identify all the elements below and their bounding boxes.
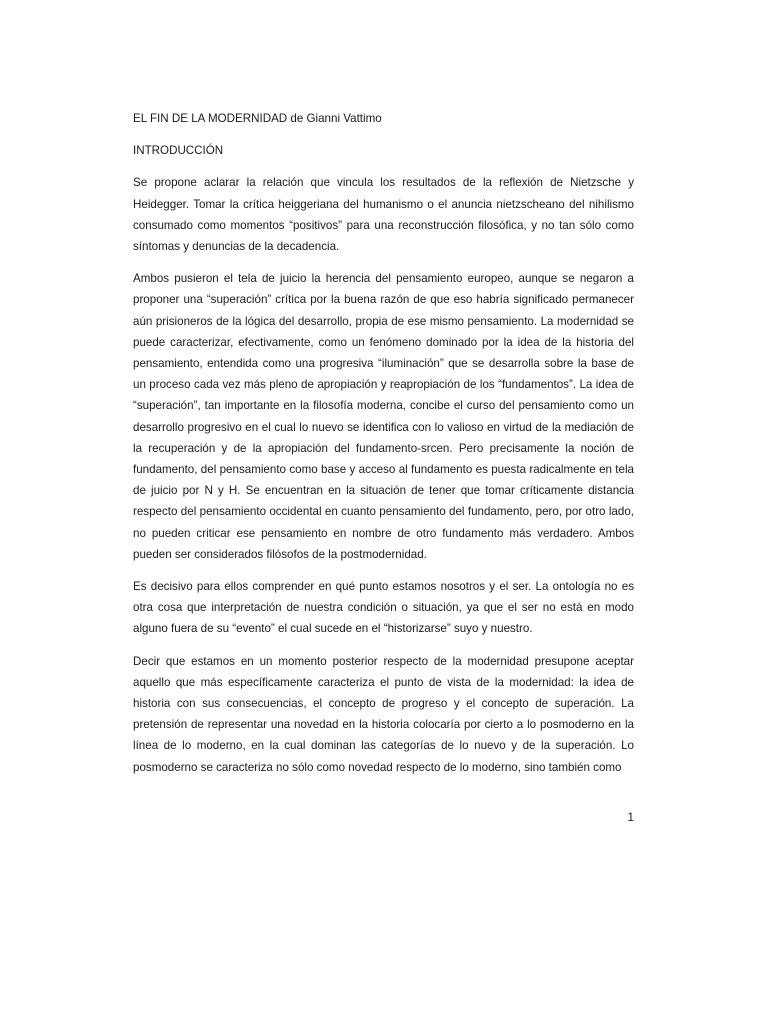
section-heading: INTRODUCCIÓN	[133, 144, 224, 158]
paragraph: Ambos pusieron el tela de juicio la herencia del pensamiento europeo, aunque se negaron a proponer una “superación” crítica por la buena razón de que eso habría significado permanecer aún prisioneros de la lógica del desarrollo, propia de ese mismo pensamiento. La modernidad se puede caracterizar, efectivamente, como un fenómeno dominado por la idea de la historia del pensamiento, entendida como una progresiva “iluminación” que se desarrolla sobre la base de un proceso cada vez más pleno de apropiación y reapropiación de los “fundamentos”. La idea de “superación”, tan importante en la filosofía moderna, concibe el curso del pensamiento como un desarrollo progresivo en el cual lo nuevo se identifica con lo valioso en virtud de la mediación de la recuperación y de la apropiación del fundamento-srcen. Pero precisamente la noción de fundamento, del pensamiento como base y acceso al fundamento es puesta radicalmente en tela de juicio por N y H. Se encuentran en la situación de tener que tomar críticamente distancia respecto del pensamiento occidental en cuanto pensamiento del fundamento, pero, por otro lado, no pueden criticar ese pensamiento en nombre de otro fundamento más verdadero. Ambos pueden ser considerados filósofos de la postmodernidad.	[133, 272, 634, 561]
document-body	[133, 108, 634, 789]
paragraph: Se propone aclarar la relación que vincula los resultados de la reflexión de Nietzsche y Heidegger. Tomar la crítica heiggeriana del humanismo o el anuncia nietzscheano del nihilismo consumado como momentos “positivos” para una reconstrucción filosófica, y no tan sólo como síntomas y denuncias de la decadencia.	[133, 176, 634, 254]
paragraph: Es decisivo para ellos comprender en qué punto estamos nosotros y el ser. La ontología no es otra cosa que interpretación de nuestra condición o situación, ya que el ser no está en modo alguno fuera de su “evento” el cual sucede en el “historizarse” suyo y nuestro.	[133, 580, 634, 636]
document-title: EL FIN DE LA MODERNIDAD de Gianni Vattimo	[133, 112, 382, 125]
paragraph: Decir que estamos en un momento posterior respecto de la modernidad presupone aceptar aquello que más específicamente caracteriza el punto de vista de la modernidad: la idea de historia con sus consecuencias, el concepto de progreso y el concepto de superación. La pretensión de representar una novedad en la historia colocaría por cierto a lo posmoderno en la línea de lo moderno, en la cual dominan las categorías de lo nuevo y de la superación. Lo posmoderno se caracteriza no sólo como novedad respecto de lo moderno, sino también como	[133, 654, 634, 774]
page-number: 1	[627, 811, 634, 824]
